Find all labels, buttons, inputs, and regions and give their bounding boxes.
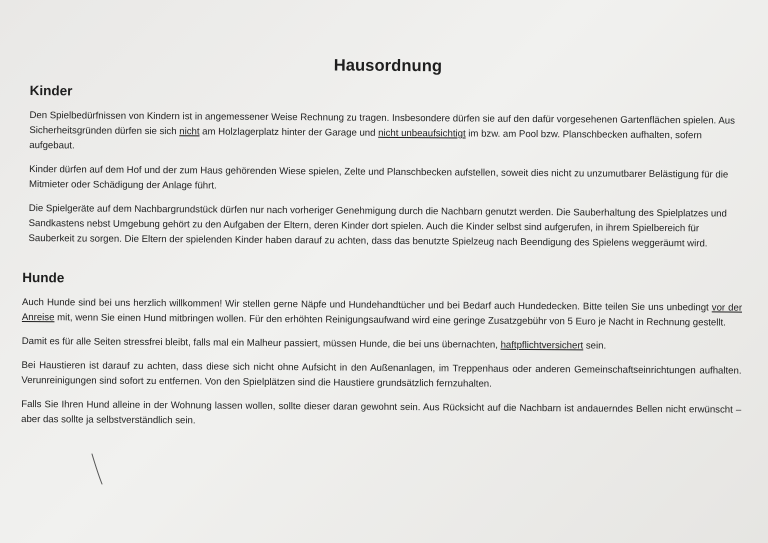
section-heading-kinder: Kinder: [29, 83, 73, 99]
document-title: Hausordnung: [333, 56, 443, 76]
pen-mark: [86, 450, 116, 490]
section-heading-hunde: Hunde: [22, 270, 65, 286]
underlined-nicht-unbeaufsichtigt: nicht unbeaufsichtigt: [378, 127, 466, 140]
section-hunde: [19, 270, 742, 433]
document-body: [19, 54, 744, 442]
kinder-paragraph-2: Kinder dürfen auf dem Hof und der zum Haus gehörenden Wiese spielen, Zelte und Planschbecken aufstellen, soweit dies nicht zu unzumutbarer Belästigung für die Mitmieter oder Schädigung der Anlage führt.: [28, 164, 729, 192]
section-kinder: [20, 83, 743, 252]
hunde-paragraph-1: Auch Hunde sind bei uns herzlich willkommen! Wir stellen gerne Näpfe und Hundehandtücher und bei Bedarf auch Hundedecken. Bitte teilen Sie uns unbedingt vor der Anreise mit, wenn Sie einen Hund mitbringen wollen. Für den erhöhten Reinigungsaufwand wird eine geringe Zusatzgebühr von 5 Euro je Nacht in Rechnung gestellt.: [21, 297, 743, 329]
kinder-paragraph-3: Die Spielgeräte auf dem Nachbargrundstück dürfen nur nach vorheriger Genehmigung durch die Nachbarn genutzt werden. Die Sauberhaltung des Spielplatzes und Sandkastens nebst Umgebung gehört zu den Aufgaben der Eltern, deren Kinder dort spielen. Auch die Kinder selbst sind aufgerufen, in ihrem Spielbereich für Sauberkeit zu sorgen. Die Eltern der spielenden Kinder haben darauf zu achten, dass das benutzte Spielzeug nach Beendigung des Spielens weggeräumt wird.: [28, 203, 727, 250]
hunde-paragraph-3: Bei Haustieren ist darauf zu achten, dass diese sich nicht ohne Aufsicht in den Außenanlagen, im Treppenhaus oder anderen Gemeinschaftseinrichtungen aufhalten. Verunreinigungen sind sofort zu entfernen. Von den Spielplätzen sind die Haustiere grundsätzlich fernzuhalten.: [21, 360, 742, 390]
underlined-vor-der-anreise: vor der Anreise: [21, 302, 743, 324]
hunde-paragraph-2: Damit es für alle Seiten stressfrei bleibt, falls mal ein Malheur passiert, müssen Hunde, die bei uns übernachten, haftpflichtversichert sein.: [21, 336, 607, 352]
kinder-paragraph-1: Den Spielbedürfnissen von Kindern ist in angemessener Weise Rechnung zu tragen. Insbesondere dürfen sie auf den dafür vorgesehenen Gartenflächen spielen. Aus Sicherheitsgründen dürfen sie sich nicht am Holzlagerplatz hinter der Garage und nicht unbeaufsichtigt im bzw. am Pool bzw. Planschbecken aufhalten, sofern aufgebaut.: [29, 110, 735, 152]
hunde-paragraph-4: Falls Sie Ihren Hund alleine in der Wohnung lassen wollen, sollte dieser daran gewohnt sein. Aus Rücksicht auf die Nachbarn ist andauerndes Bellen nicht erwünscht – aber das sollte ja selbstverständlich sein.: [21, 399, 742, 427]
underlined-haftpflichtversichert: haftpflichtversichert: [500, 339, 584, 352]
underlined-nicht: nicht: [179, 126, 200, 138]
